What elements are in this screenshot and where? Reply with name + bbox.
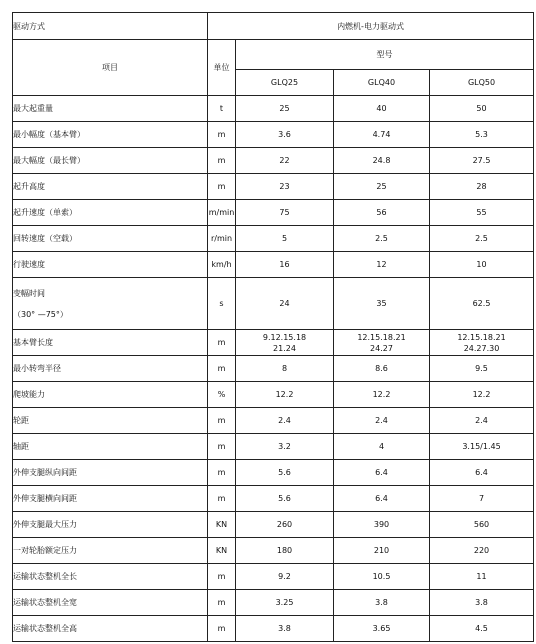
row-unit: km/h: [211, 260, 232, 269]
row-value-cell: [334, 486, 430, 512]
row-label-cell: [13, 538, 208, 564]
row-unit-cell: [208, 460, 236, 486]
row-value-cell: [236, 148, 334, 174]
row-unit-cell: [208, 330, 236, 356]
row-value-cell: [334, 590, 430, 616]
row-value-cell: [334, 434, 430, 460]
row-value-cell: [430, 122, 534, 148]
row-value-cell: [430, 460, 534, 486]
row-unit: %: [217, 390, 226, 399]
model-header-cell: [236, 40, 534, 70]
row-value: 3.2: [278, 442, 291, 451]
row-label-cell: [13, 330, 208, 356]
row-unit-cell: [208, 200, 236, 226]
row-value-cell: [430, 200, 534, 226]
row-value-cell: [236, 122, 334, 148]
row-label: 一对轮胎额定压力: [13, 546, 77, 555]
row-value-cell: [430, 356, 534, 382]
row-value-cell: [236, 538, 334, 564]
item-header-cell: [13, 40, 208, 96]
row-value-cell: [334, 252, 430, 278]
row-value: 12.15.18.21 24.27: [357, 332, 406, 353]
row-value: 3.65: [372, 624, 391, 633]
row-unit: m: [217, 416, 226, 425]
row-value: 27.5: [472, 156, 491, 165]
row-unit: KN: [215, 520, 228, 529]
row-value: 3.6: [278, 130, 291, 139]
row-value: 2.5: [375, 234, 388, 243]
row-value-cell: [334, 278, 430, 330]
row-value-cell: [236, 486, 334, 512]
row-unit-cell: [208, 590, 236, 616]
row-value-cell: [334, 174, 430, 200]
row-label-cell: [13, 148, 208, 174]
row-value: 210: [373, 546, 390, 555]
model-cell-1: [236, 70, 334, 96]
row-value-cell: [334, 96, 430, 122]
row-value: 2.4: [375, 416, 388, 425]
row-value: 9.5: [475, 364, 488, 373]
row-unit: m: [217, 364, 226, 373]
table-row: [13, 96, 534, 122]
row-value: 25: [376, 182, 387, 191]
table-row: [13, 460, 534, 486]
table-row: [13, 382, 534, 408]
row-value-cell: [430, 96, 534, 122]
row-value: 220: [473, 546, 490, 555]
row-value: 16: [279, 260, 290, 269]
row-label: 最大幅度（最长臂）: [13, 156, 85, 165]
row-value-cell: [236, 382, 334, 408]
row-value: 12: [376, 260, 387, 269]
row-value-cell: [334, 122, 430, 148]
row-value: 35: [376, 299, 387, 308]
row-unit: m/min: [208, 208, 235, 217]
row-unit: s: [219, 299, 224, 308]
row-value: 22: [279, 156, 290, 165]
row-label: 最小转弯半径: [13, 364, 61, 373]
row-value-cell: [236, 278, 334, 330]
row-unit: m: [217, 338, 226, 347]
row-label-cell: [13, 96, 208, 122]
row-unit-cell: [208, 616, 236, 642]
table-row: [13, 200, 534, 226]
row-label-cell: [13, 200, 208, 226]
row-value: 5: [281, 234, 288, 243]
drive-label-cell: [13, 13, 208, 40]
row-unit: m: [217, 130, 226, 139]
row-value: 40: [376, 104, 387, 113]
row-value: 7: [478, 494, 485, 503]
row-value: 9.2: [278, 572, 291, 581]
drive-value-cell: [208, 13, 534, 40]
model-name-2: GLQ40: [367, 78, 396, 87]
row-value-cell: [334, 460, 430, 486]
row-value-cell: [430, 226, 534, 252]
row-label: 运输状态整机全长: [13, 572, 77, 581]
table-row: [13, 590, 534, 616]
row-value: 11: [476, 572, 487, 581]
table-row: [13, 278, 534, 330]
row-label-cell: [13, 408, 208, 434]
row-value-cell: [334, 512, 430, 538]
row-unit: m: [217, 182, 226, 191]
row-value: 9.12.15.18 21.24: [262, 332, 307, 353]
row-value: 3.8: [278, 624, 291, 633]
row-label: 外伸支腿纵向间距: [13, 468, 77, 477]
row-unit: m: [217, 598, 226, 607]
row-value-cell: [430, 512, 534, 538]
row-label: 起升速度（单索）: [13, 208, 77, 217]
row-label-cell: [13, 252, 208, 278]
row-value-cell: [430, 382, 534, 408]
row-value: 12.2: [275, 390, 294, 399]
row-value: 8.6: [375, 364, 388, 373]
model-name-1: GLQ25: [270, 78, 299, 87]
row-unit: m: [217, 494, 226, 503]
table-row: [13, 538, 534, 564]
row-value: 5.6: [278, 494, 291, 503]
row-value: 28: [476, 182, 487, 191]
row-label: 变幅时间: [13, 288, 45, 298]
item-header: 项目: [102, 63, 118, 72]
row-value: 24: [279, 299, 290, 308]
row-value-cell: [236, 616, 334, 642]
row-unit-cell: [208, 174, 236, 200]
row-value: 10: [476, 260, 487, 269]
row-value: 12.2: [372, 390, 391, 399]
table-row: [13, 408, 534, 434]
row-unit: m: [217, 468, 226, 477]
row-label: 最大起重量: [13, 104, 53, 113]
model-cell-2: [334, 70, 430, 96]
row-value: 4.5: [475, 624, 488, 633]
row-value-cell: [334, 408, 430, 434]
row-label-cell: [13, 434, 208, 460]
row-value-cell: [236, 460, 334, 486]
drive-label: 驱动方式: [13, 21, 45, 31]
row-value: 23: [279, 182, 290, 191]
table-row: [13, 512, 534, 538]
row-value-cell: [334, 538, 430, 564]
row-value: 3.8: [475, 598, 488, 607]
row-unit-cell: [208, 538, 236, 564]
header-row-1: [13, 40, 534, 70]
row-value-cell: [430, 616, 534, 642]
table-row: [13, 226, 534, 252]
row-value-cell: [236, 96, 334, 122]
row-label: 爬坡能力: [13, 390, 45, 399]
row-value-cell: [236, 590, 334, 616]
row-value-cell: [430, 538, 534, 564]
row-unit: m: [217, 572, 226, 581]
model-name-3: GLQ50: [467, 78, 496, 87]
drive-row: [13, 13, 534, 40]
table-row: [13, 616, 534, 642]
row-label: 基本臂长度: [13, 338, 53, 347]
row-unit: r/min: [210, 234, 233, 243]
row-value-cell: [236, 564, 334, 590]
row-value-cell: [236, 200, 334, 226]
unit-header: 单位: [213, 63, 230, 72]
row-unit-cell: [208, 434, 236, 460]
table-row: [13, 330, 534, 356]
row-value: 180: [276, 546, 293, 555]
row-unit-cell: [208, 96, 236, 122]
row-value: 24.8: [372, 156, 391, 165]
row-label-cell: [13, 278, 208, 330]
row-value-cell: [236, 174, 334, 200]
row-value-cell: [334, 200, 430, 226]
row-value: 12.15.18.21 24.27.30: [457, 332, 506, 353]
row-value: 55: [476, 208, 487, 217]
row-value: 25: [279, 104, 290, 113]
row-label-cell: [13, 460, 208, 486]
row-unit: m: [217, 624, 226, 633]
table-row: [13, 434, 534, 460]
row-label-cell: [13, 122, 208, 148]
row-value: 5.3: [475, 130, 488, 139]
row-value-cell: [236, 356, 334, 382]
row-value-cell: [430, 434, 534, 460]
row-label-cell: [13, 174, 208, 200]
row-value: 4.74: [372, 130, 391, 139]
row-value-cell: [236, 512, 334, 538]
row-value: 3.8: [375, 598, 388, 607]
row-label: 运输状态整机全宽: [13, 598, 77, 607]
row-label: 外伸支腿横向间距: [13, 494, 77, 503]
row-value: 3.15/1.45: [462, 442, 501, 451]
row-value: 5.6: [278, 468, 291, 477]
row-unit: m: [217, 442, 226, 451]
row-value-cell: [236, 434, 334, 460]
row-value: 62.5: [472, 299, 491, 308]
row-label-cell: [13, 616, 208, 642]
table-row: [13, 486, 534, 512]
row-label-cell: [13, 564, 208, 590]
row-value-cell: [430, 174, 534, 200]
row-label-cell: [13, 590, 208, 616]
row-value: 75: [279, 208, 290, 217]
row-value: 6.4: [475, 468, 488, 477]
row-value-cell: [334, 356, 430, 382]
row-unit: KN: [215, 546, 228, 555]
row-value: 4: [378, 442, 385, 451]
row-value-cell: [334, 226, 430, 252]
table-row: [13, 252, 534, 278]
row-unit-cell: [208, 122, 236, 148]
row-value: 6.4: [375, 494, 388, 503]
row-value-cell: [430, 408, 534, 434]
row-value-cell: [334, 616, 430, 642]
spec-table: [12, 12, 534, 642]
row-unit-cell: [208, 278, 236, 330]
table-row: [13, 356, 534, 382]
row-value-cell: [334, 564, 430, 590]
row-value: 10.5: [372, 572, 391, 581]
row-value-cell: [334, 330, 430, 356]
row-label: 轴距: [13, 442, 29, 451]
row-value: 560: [473, 520, 490, 529]
row-value-cell: [236, 226, 334, 252]
row-unit: m: [217, 156, 226, 165]
row-value: 2.5: [475, 234, 488, 243]
spec-table-body: [13, 13, 534, 642]
row-label-cell: [13, 512, 208, 538]
model-cell-3: [430, 70, 534, 96]
row-value: 6.4: [375, 468, 388, 477]
row-label: 轮距: [13, 416, 29, 425]
row-label: 运输状态整机全高: [13, 624, 77, 633]
row-label-cell: [13, 382, 208, 408]
row-label-cell: [13, 356, 208, 382]
row-unit-cell: [208, 382, 236, 408]
table-row: [13, 174, 534, 200]
row-value: 50: [476, 104, 487, 113]
row-value-cell: [236, 330, 334, 356]
row-value-cell: [430, 590, 534, 616]
row-unit-cell: [208, 512, 236, 538]
row-unit: t: [219, 104, 224, 113]
row-unit-cell: [208, 356, 236, 382]
row-unit-cell: [208, 226, 236, 252]
row-value-cell: [430, 148, 534, 174]
unit-header-cell: [208, 40, 236, 96]
row-unit-cell: [208, 252, 236, 278]
row-label: 行驶速度: [13, 260, 45, 269]
row-label-cell: [13, 226, 208, 252]
table-row: [13, 148, 534, 174]
row-value: 12.2: [472, 390, 491, 399]
row-value-cell: [430, 252, 534, 278]
row-label: 起升高度: [13, 182, 45, 191]
table-row: [13, 564, 534, 590]
row-unit-cell: [208, 564, 236, 590]
drive-value: 内燃机-电力驱动式: [337, 21, 404, 31]
row-value: 2.4: [475, 416, 488, 425]
row-label: 回转速度（空载）: [13, 234, 77, 243]
row-value: 8: [281, 364, 288, 373]
row-value-cell: [334, 148, 430, 174]
row-value: 2.4: [278, 416, 291, 425]
row-value-cell: [430, 278, 534, 330]
row-label: 外伸支腿最大压力: [13, 520, 77, 529]
row-value-cell: [430, 564, 534, 590]
row-label-note: （30° —75°）: [13, 309, 68, 319]
row-unit-cell: [208, 148, 236, 174]
row-value-cell: [334, 382, 430, 408]
row-label: 最小幅度（基本臂）: [13, 130, 85, 139]
row-unit-cell: [208, 486, 236, 512]
table-row: [13, 122, 534, 148]
row-value: 3.25: [275, 598, 294, 607]
row-value-cell: [236, 408, 334, 434]
model-header: 型号: [376, 50, 393, 59]
row-value: 260: [276, 520, 293, 529]
row-value: 390: [373, 520, 390, 529]
row-value-cell: [430, 486, 534, 512]
row-value: 56: [376, 208, 387, 217]
row-value-cell: [236, 252, 334, 278]
row-unit-cell: [208, 408, 236, 434]
row-value-cell: [430, 330, 534, 356]
row-label-cell: [13, 486, 208, 512]
